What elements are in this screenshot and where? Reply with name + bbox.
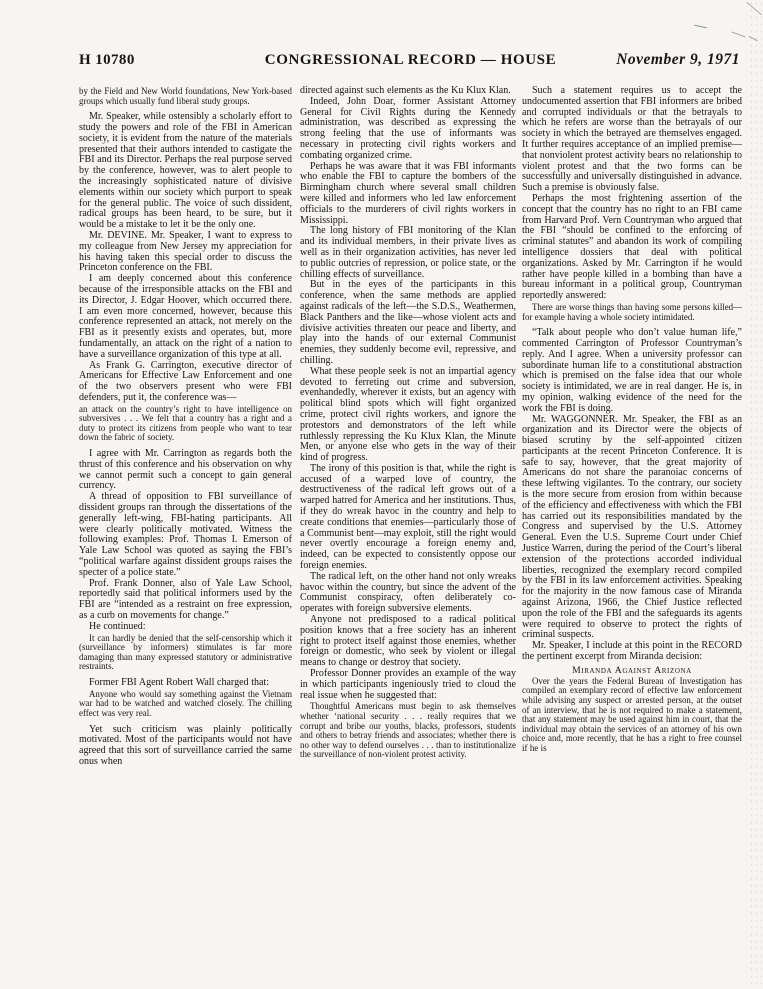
paragraph: As Frank G. Carrington, executive director of Americans for Effective Law Enforcement and one of the two observers present who were FBI defenders, put it, the conference was— (79, 359, 292, 403)
paragraph: The radical left, on the other hand not only wreaks havoc within the country, but since the advent of the Communist conspiracy, often deliberately co-operates with foreign subversive elements. (300, 570, 516, 615)
paragraph: Thoughtful Americans must begin to ask themselves whether ‘national security . . . really requires that we corrupt and bribe our youths, blacks, professors, students and others to betray friends and associates; whether there is no other way to defend ourselves . . . than to institutionalize the surveillance of non-violent protest activity. (300, 701, 516, 760)
paragraph: directed against such elements as the Ku Klux Klan. (300, 85, 511, 96)
paragraph: There are worse things than having some persons killed—for example having a whole society intimidated. (522, 301, 742, 322)
paragraph: It can hardly be denied that the self-censorship which it (surveillance by informers) stimulates is far more damaging than many expressed statutory or administrative restraints. (79, 632, 292, 672)
paragraph: Anyone who would say something against the Vietnam war had to be watched and watched closely. The chilling effect was very real. (79, 688, 292, 718)
case-heading: Miranda Against Arizona (572, 664, 692, 676)
paragraph: Indeed, John Doar, former Assistant Attorney General for Civil Rights during the Kennedy administration, was described as expressing the strong feeling that the use of informants was necessary in protecting civil rights workers and combating organized crime. (300, 95, 516, 161)
paragraph: an attack on the country’s right to have intelligence on subversives . . . We felt that a country has a right and a duty to protect its citizens from people who want to tear down the fabric of society. (79, 403, 292, 443)
paragraph: Mr. Speaker, I include at this point in the RECORD the pertinent excerpt from Miranda decision: (522, 640, 742, 663)
paragraph: Yet such criticism was plainly politically motivated. Most of the participants would not have agreed that this sort of surveillance carried the same onus when (79, 723, 292, 767)
paragraph: The irony of this position is that, while the right is accused of a warped love of country, the destructiveness of the radical left grows out of a warped hatred for America and her institutions. Thus, if they do wreak havoc in the country and help to create conditions that enemies—particularly those of a Communist bent—may exploit, still the right would never overtly encourage a foreign enemy and, indeed, can be expected to consistently oppose our foreign enemies. (300, 462, 516, 572)
paragraph: A thread of opposition to FBI surveillance of dissident groups ran through the dissertations of the generally left-wing, FBI-hating participants. All were clearly politically motivated. Witness the following examples: Prof. Thomas I. Emerson of Yale Law School was quoted as saying the FBI’s “political warfare against dissident groups raises the specter of a police state.” (79, 491, 292, 578)
paragraph: The long history of FBI monitoring of the Klan and its individual members, in their private lives as well as in their organization activities, has never led to public outcries of repression, or police state, or the chilling effects of surveillance. (300, 225, 516, 280)
paragraph: Prof. Frank Donner, also of Yale Law School, reportedly said that political informers used by the FBI are “intended as a restraint on free expression, as a curb on movements for change.” (79, 577, 292, 622)
paragraph: Perhaps the most frightening assertion of the concept that the country has no right to an FBI came from Harvard Prof. Vern Countryman who argued that the FBI “should be confined to the enforcing of criminal statutes” and abandon its work of compiling intelligence dossiers that deal with political organizations. Asked by Mr. Carrington if he would rather have people killed in a bombing than have a bureau informant in a political group, Countryman reportedly answered: (522, 192, 742, 302)
paragraph: Professor Donner provides an example of the way in which participants ingeniously tried to cloud the real issue when he suggested that: (300, 668, 516, 701)
masthead (79, 50, 742, 72)
paragraph: He continued: (89, 620, 146, 632)
paragraph: But in the eyes of the participants in this conference, when the same methods are applied against radicals of the left—the S.D.S., Weathermen, Black Panthers and the like—whose violent acts and divisive activities threaten our peace and liberty, and play into the hands of our external Communist enemies, they suddenly become evil, repressive, and chilling. (300, 279, 516, 366)
column-left (79, 86, 292, 768)
paragraph: I am deeply concerned about this conference because of the irresponsible attacks on the FBI and its Director, J. Edgar Hoover, which occurred there. I am even more concerned, however, because this conference represented an attack, not merely on the FBI as it presently exists and operates, but, more fundamentally, an attack on the right of a nation to have a surveillance organization of this type at all. (79, 273, 292, 360)
paragraph: Anyone not predisposed to a radical political position knows that a free society has an inherent right to protect itself against those enemies, whether foreign or domestic, who seek by violent or illegal means to change or destroy that society. (300, 614, 516, 669)
scan-edge-noise (749, 0, 763, 989)
publication-title: CONGRESSIONAL RECORD — HOUSE (264, 52, 557, 68)
paragraph: What these people seek is not an impartial agency devoted to ferreting out crime and subversion, evenhandedly, wherever it exists, but an agency with political blind spots which will fight organized crime, protect civil rights workers, and ignore the protestors and demonstrators of the left while ruthlessly repressing the Ku Klux Klan, the Minute Men, or anyone else who gets in the way of their kind of progress. (300, 365, 516, 464)
paragraph: by the Field and New World foundations, New York-based groups which usually fund liberal study groups. (79, 86, 292, 106)
paragraph: Mr. Speaker, while ostensibly a scholarly effort to study the powers and role of the FBI in American society, it is evident from the nature of the materials presented that their authors intended to castigate the FBI and its Director. Perhaps the real purpose served by the conference, however, was to alert people to the increasingly sophisticated nature of divisive elements within our society which purport to speak for the general public. The voice of such dissident, radical groups has been heard, to be sure, but it would be a mistake to let it be the only one. (79, 111, 292, 231)
paragraph: “Talk about people who don’t value human life,” commented Carrington of Professor Countryman’s reply. And I agree. When a university professor can subordinate human life to a constitutional abstraction which is premised on the false idea that our whole society is intimidated, we are in real danger. He is, in my opinion, walking evidence of the need for the work the FBI is doing. (522, 327, 742, 414)
column-right (522, 86, 742, 760)
issue-date: November 9, 1971 (616, 51, 740, 68)
paragraph: I agree with Mr. Carrington as regards both the thrust of this conference and his observation on why we cannot permit such a concept to gain general currency. (79, 448, 292, 492)
text-columns (79, 86, 742, 768)
paragraph: Former FBI Agent Robert Wall charged that: (89, 677, 269, 688)
column-middle (300, 86, 516, 766)
paragraph: Mr. DEVINE. Mr. Speaker, I want to express to my colleague from New Jersey my appreciation for his having taken this special order to discuss the Princeton conference on the FBI. (79, 229, 292, 274)
paragraph: Mr. WAGGONNER. Mr. Speaker, the FBI as an organization and its Director were the objects of biased scrutiny by the self-appointed citizen participants at the recent Princeton Conference. It is safe to say, however, that the great majority of Americans do not share the paranoiac concerns of these leftwing vigilantes. To the contrary, our society is the more secure from erosion from within because of the efficiency and effectiveness with which the FBI has carried out its responsibilities mandated by the Congress and supervised by the U.S. Attorney General. Even the U.S. Supreme Court under Chief Justice Warren, during the period of the Court’s liberal extension of the protections accorded individual liberties, recognized the exemplary record compiled by the FBI in its law enforcement activities. Speaking for the majority in the now famous case of Miranda against Arizona, 1966, the Chief Justice reflected upon the role of the FBI and the safeguards its agents were required to observe to protect the rights of criminal suspects. (522, 413, 742, 641)
paragraph: Over the years the Federal Bureau of Investigation has compiled an exemplary record of effective law enforcement while advising any suspect or arrested person, at the outset of an interview, that he is not required to make a statement, that any statement may be used against him in court, that the individual may obtain the services of an attorney of his own choice and, more recently, that he has a right to free counsel if he is (522, 675, 742, 753)
page-number: H 10780 (79, 52, 135, 68)
paragraph: Such a statement requires us to accept the undocumented assertion that FBI informers are bribed and corrupted individuals or that the betrayals to which he refers are worse than the betrayals of our society in which the betrayed are themselves engaged. It further requires acceptance of an implied premise—that nonviolent protest activity bears no relationship to violent protest and that the two forms can be successfully and universally distinguished in advance. Such a premise is obviously false. (522, 85, 742, 194)
paragraph: Perhaps he was aware that it was FBI informants who enable the FBI to capture the bombers of the Birmingham church where several small children were killed and informers who led law enforcement officials to the murderers of civil rights workers in Mississippi. (300, 160, 516, 226)
